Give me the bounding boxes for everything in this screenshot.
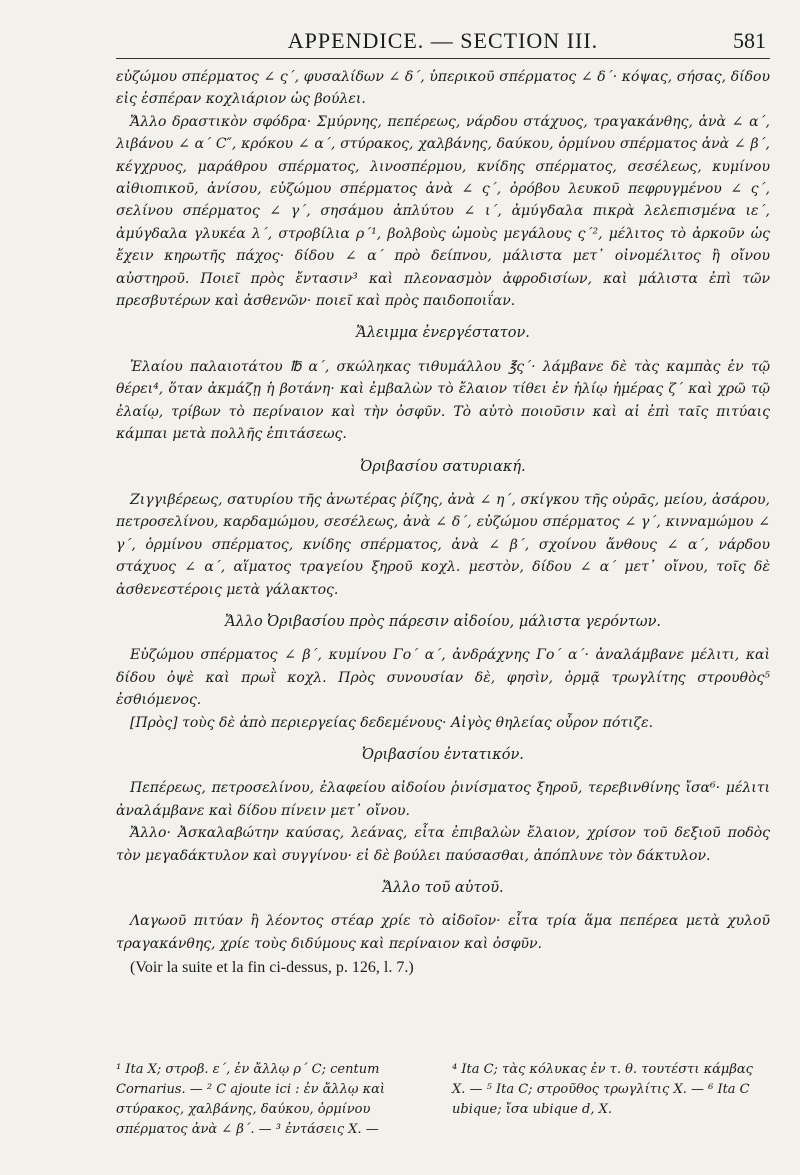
section-heading: Ἄλειμμα ἐνεργέστατον. xyxy=(356,325,530,342)
paragraph: Ἐλαίου παλαιοτάτου ℔ α΄, σκώληκας τιθυμάλλου ℥ς΄· λάμβανε δὲ τὰς καμπὰς ἐν τῷ θέρει⁴, ὅταν ἀκμάζῃ ἡ βοτάνη· καὶ ἐμβαλὼν τὸ ἔλαιον τίθει ἐν ἡλίῳ ἡμέρας ζ΄ καὶ χρῶ τῷ ἐλαίῳ, τρίβων τὸ περίναιον καὶ τὴν ὀσφῦν. Τὸ αὐτὸ ποιοῦσιν καὶ αἱ ἐπὶ ταῖς πιτύαις κάμπαι μετὰ πολλῆς ἐπιτάσεως. xyxy=(116,358,770,443)
footnotes xyxy=(116,1060,770,1140)
paragraph: εὐζώμου σπέρματος ∠ ς΄, φυσαλίδων ∠ δ΄, ὑπερικοῦ σπέρματος ∠ δ΄· κόψας, σήσας, δίδου εἰς ἑσπέραν κοχλιάριον ὡς βούλει. xyxy=(116,69,770,108)
paragraph: Πεπέρεως, πετροσελίνου, ἐλαφείου αἰδοίου ῥινίσματος ξηροῦ, τερεβινθίνης ἴσα⁶· μέλιτι ἀναλάμβανε καὶ δίδου πίνειν μετ᾽ οἴνου. xyxy=(116,780,770,819)
footnote-text: ¹ Ita X; στροβ. ε΄, ἐν ἄλλῳ ρ΄ C; centum Cornarius. — ² C ajoute ici : ἐν ἄλλῳ καὶ στύρακος, χαλβάνης, δαύκου, ὁρμίνου σπέρματος ἀνὰ ∠ β΄. — ³ ἐντάσεις X. — xyxy=(116,1062,386,1137)
paragraph: [Πρὸς] τοὺς δὲ ἀπὸ περιεργείας δεδεμένους· Αἰγὸς θηλείας οὖρον πότιζε. xyxy=(130,714,654,731)
paragraph: Ζιγγιβέρεως, σατυρίου τῆς ἀνωτέρας ῥίζης, ἀνὰ ∠ η΄, σκίγκου τῆς οὐρᾶς, μείου, ἀσάρου, πετροσελίνου, καρδαμώμου, σεσέλεως, ἀνὰ ∠ δ΄, εὐζώμου σπέρματος ∠ γ΄, κινναμώμου ∠ γ΄, ὁρμίνου σπέρματος, κνίδης σπέρματος, ἀνὰ ∠ β΄, σχοίνου ἄνθους ∠ α΄, νάρδου στάχυος ∠ α΄, αἵματος τραγείου ξηροῦ κοχλ. μεστὸν, δίδου ∠ α΄ μετ᾽ οἴνου, τοῖς δὲ ἀσθενεστέροις μετὰ γάλακτος. xyxy=(116,491,770,598)
paragraph: Λαγωοῦ πιτύαν ἢ λέοντος στέαρ χρίε τὸ αἰδοῖον· εἶτα τρία ἅμα πεπέρεα μετὰ χυλοῦ τραγακάνθης, χρίε τοὺς διδύμους καὶ περίναιον καὶ ὀσφῦν. xyxy=(116,913,770,952)
cross-reference-note: (Voir la suite et la fin ci-dessus, p. 126, l. 7.) xyxy=(130,959,414,977)
section-heading: Ἄλλο τοῦ αὐτοῦ. xyxy=(382,880,504,896)
footnote-text: ⁴ Ita C; τὰς κόλυκας ἐν τ. θ. τουτέστι κάμβας X. — ⁵ Ita C; στροῦθος τρωγλίτις X. — ⁶ Ita C ubique; ἴσα ubique d, X. xyxy=(452,1062,753,1117)
page-number: 581 xyxy=(733,28,766,53)
page-header xyxy=(116,28,770,59)
paragraph: Εὐζώμου σπέρματος ∠ β΄, κυμίνου Γο΄ α΄, ἀνδράχνης Γο΄ α΄· ἀναλάμβανε μέλιτι, καὶ δίδου ὀψὲ καὶ πρωῒ κοχλ. Πρὸς συνουσίαν δὲ, φησὶν, ὁρμᾷ τρωγλίτης στρουθὸς⁵ ἐσθιόμενος. xyxy=(116,647,770,709)
footnotes-left-column xyxy=(116,1060,434,1140)
section-heading: Ἄλλο Ὀριβασίου πρὸς πάρεσιν αἰδοίου, μάλιστα γερόντων. xyxy=(224,613,662,630)
running-title: APPENDICE. — SECTION III. xyxy=(287,28,599,53)
section-heading: Ὀριβασίου σατυριακή. xyxy=(360,458,526,475)
paragraph: Ἄλλο· Ἀσκαλαβώτην καύσας, λεάνας, εἶτα ἐπιβαλὼν ἔλαιον, χρίσον τοῦ δεξιοῦ ποδὸς τὸν μεγαδάκτυλον καὶ συγγίνου· εἰ δὲ βούλει παύσασθαι, ἀπόπλυνε τὸν δάκτυλον. xyxy=(116,825,770,864)
footnotes-right-column xyxy=(452,1060,770,1140)
section-heading: Ὀριβασίου ἐντατικόν. xyxy=(362,746,524,763)
paragraph: Ἄλλο δραστικὸν σφόδρα· Σμύρνης, πεπέρεως, νάρδου στάχυος, τραγακάνθης, ἀνὰ ∠ α΄, λιβάνου ∠ α΄ C″, κρόκου ∠ α΄, στύρακος, χαλβάνης, δαύκου, ὁρμίνου σπέρματος ἀνὰ ∠ β΄, κέγχρυος, μαράθρου σπέρματος, λινοσπέρμου, κνίδης σπέρματος, σεσέλεως, κυμίνου αἰθιοπικοῦ, ἀνίσου, εὐζώμου σπέρματος ἀνὰ ∠ ς΄, ὀρόβου λευκοῦ πεφρυγμένου ∠ ς΄, σελίνου σπέρματος ∠ γ΄, σησάμου ἀπλύτου ∠ ι΄, ἀμύγδαλα πικρὰ λελεπισμένα ιε΄, ἀμύγδαλα γλυκέα λ΄, στροβίλια ρ΄¹, βολβοὺς ὠμοὺς μεγάλους ς΄², μέλιτος τὸ ἀρκοῦν ὡς ἔχειν κηρωτῆς πάχος· δίδου ∠ α΄ πρὸ δείπνου, μάλιστα μετ᾽ οἰνομέλιτος ἢ οἴνου αὐστηροῦ. Ποιεῖ πρὸς ἔντασιν³ καὶ πλεονασμὸν ἀφροδισίων, καὶ μάλιστα ἐπὶ τῶν πρεσβυτέρων καὶ ἀσθενῶν· ποιεῖ καὶ πρὸς παιδοποιΐαν. xyxy=(116,113,770,310)
main-text xyxy=(116,66,770,980)
